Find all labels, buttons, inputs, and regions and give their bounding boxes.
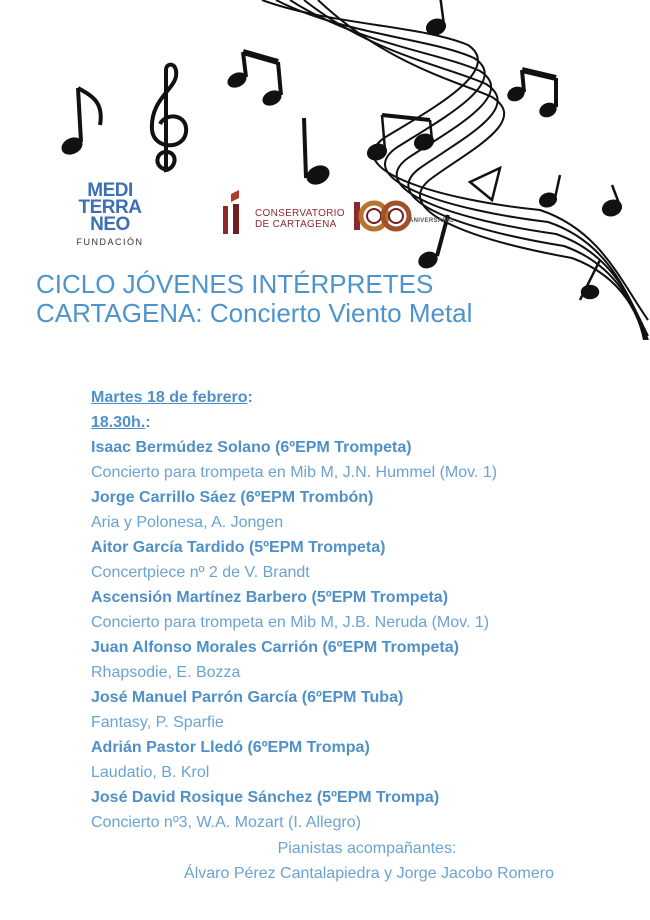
concert-time: 18.30h.:	[91, 414, 151, 431]
piece-8: Concierto nº3, W.A. Mozart (I. Allegro)	[91, 814, 361, 831]
performer-1: Isaac Bermúdez Solano (6ºEPM Trompeta)	[91, 439, 412, 456]
mediterraneo-logo	[70, 182, 150, 247]
treble-clef-icon	[152, 65, 186, 170]
piece-3: Concertpiece nº 2 de V. Brandt	[91, 564, 310, 581]
conservatorio-text	[255, 208, 345, 230]
aniversario-logo	[352, 196, 454, 236]
piece-4: Concierto para trompeta en Mib M, J.B. Neruda (Mov. 1)	[91, 614, 490, 631]
aniversario-label: ANIVERSARIO	[409, 218, 454, 224]
performer-4: Ascensión Martínez Barbero (5ºEPM Trompeta)	[91, 589, 449, 606]
performer-7: Adrián Pastor Lledó (6ºEPM Trompa)	[91, 739, 370, 756]
piece-2: Aria y Polonesa, A. Jongen	[91, 514, 284, 531]
title-line2: CARTAGENA: Concierto Viento Metal	[36, 298, 473, 328]
performer-3: Aitor García Tardido (5ºEPM Trompeta)	[91, 539, 386, 556]
logo-med-line2: TERRA	[78, 197, 142, 218]
piece-1: Concierto para trompeta en Mib M, J.N. Hummel (Mov. 1)	[91, 464, 498, 481]
pianists-block	[0, 836, 650, 886]
title-line1: CICLO JÓVENES INTÉRPRETES	[36, 269, 434, 299]
performer-8: José David Rosique Sánchez (5ºEPM Trompa)	[91, 789, 440, 806]
piece-5: Rhapsodie, E. Bozza	[91, 664, 241, 681]
time-text: 18.30h.	[91, 414, 146, 431]
date-text: Martes 18 de febrero	[91, 389, 248, 406]
eighth-note-icon	[59, 88, 101, 158]
performer-6: José Manuel Parrón García (6ºEPM Tuba)	[91, 689, 404, 706]
centenary-emblem-icon	[352, 196, 412, 236]
beamed-notes-icon	[225, 52, 284, 109]
performer-5: Juan Alfonso Morales Carrión (6ºEPM Trompeta)	[91, 639, 459, 656]
performer-2: Jorge Carrillo Sáez (6ºEPM Trombón)	[91, 489, 374, 506]
page-title	[36, 270, 472, 328]
concert-date: Martes 18 de febrero:	[91, 389, 253, 406]
piece-6: Fantasy, P. Sparfie	[91, 714, 224, 731]
pianists-names: Álvaro Pérez Cantalapiedra y Jorge Jacobo Romero	[184, 865, 554, 882]
beamed-notes-icon-right	[505, 70, 559, 120]
piece-7: Laudatio, B. Krol	[91, 764, 210, 781]
cons-line1: CONSERVATORIO	[255, 208, 345, 219]
logo-med-line1: MEDI	[87, 180, 133, 201]
logo-med-line3: NEO	[90, 214, 130, 235]
pianists-title: Pianistas acompañantes:	[277, 840, 457, 857]
logo-med-sub: FUNDACIÓN	[76, 237, 144, 247]
conservatorio-emblem-icon	[221, 190, 251, 236]
cons-line2: DE CARTAGENA	[255, 219, 337, 230]
quarter-note-icon	[303, 118, 332, 188]
conservatorio-logo	[221, 190, 351, 236]
concert-program	[91, 385, 631, 835]
